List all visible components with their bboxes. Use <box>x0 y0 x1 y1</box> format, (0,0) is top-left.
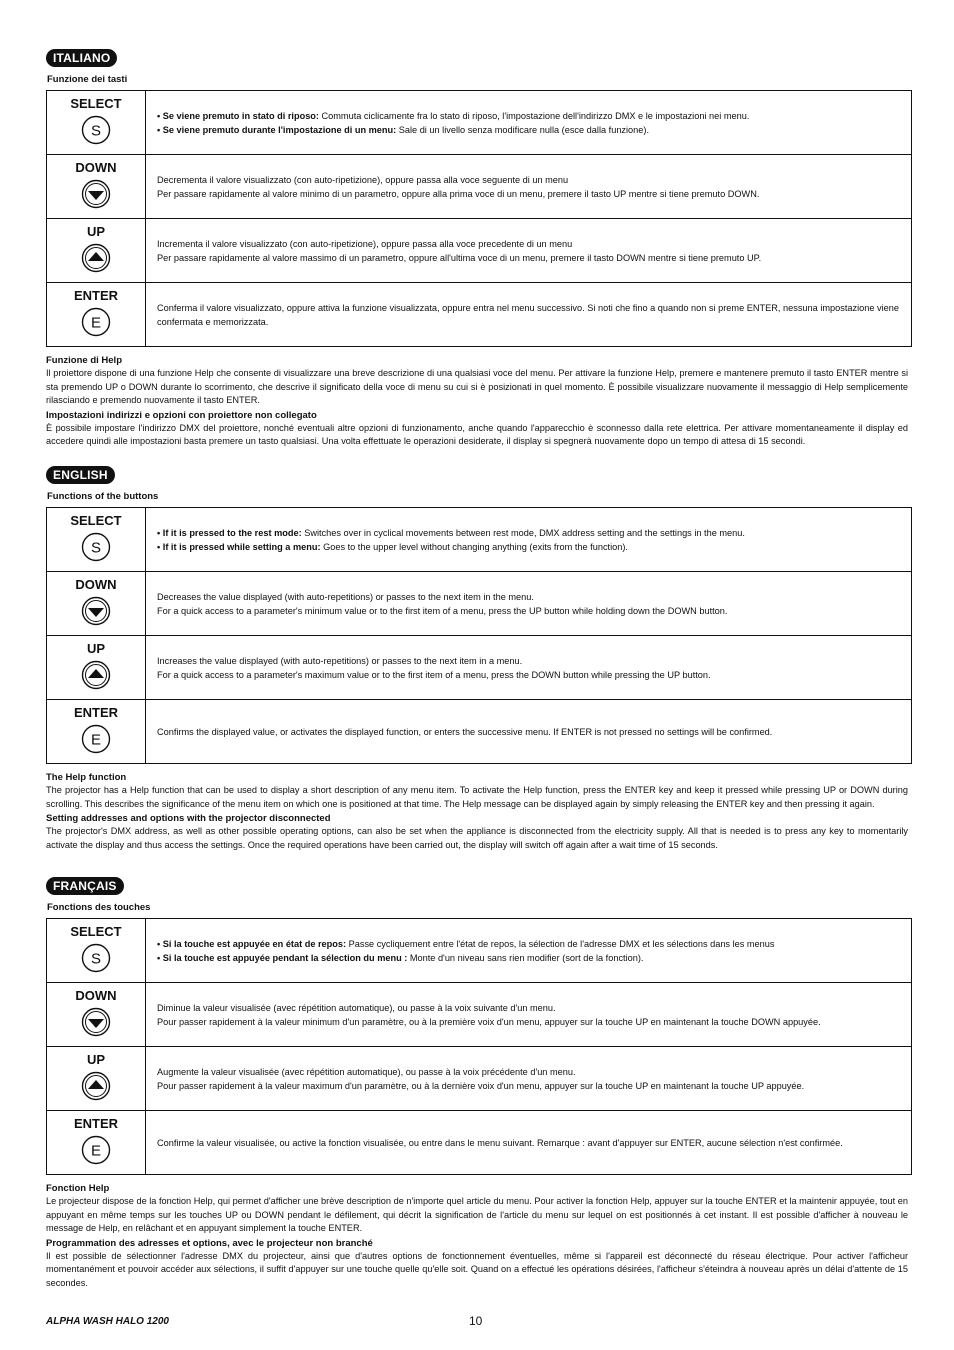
key-cell <box>47 508 146 571</box>
key-name: UP <box>86 641 106 656</box>
key-name: SELECT <box>70 96 122 111</box>
svg-text:S: S <box>90 539 102 557</box>
description-text: Diminue la valeur visualisée (avec répétition automatique), ou passe à la voix suivante d'un menu. <box>157 1002 556 1013</box>
description-text: Decreases the value displayed (with auto-repetitions) or passes to the next item in the menu. <box>157 591 534 602</box>
description-line <box>157 1136 899 1150</box>
footer-model-name: ALPHA WASH HALO 1200 <box>46 1316 169 1327</box>
enter-e-icon <box>81 724 111 754</box>
enter-e-icon <box>81 1135 111 1165</box>
description-text: Confirme la valeur visualisée, ou active la fonction visualisée, ou entre dans le menu suivant. Remarque : avant d'appuyer sur ENTER, aucune sélection n'est confirmée. <box>157 1137 843 1148</box>
key-row-up <box>47 1046 911 1110</box>
description-line <box>157 725 899 739</box>
description-text: Per passare rapidamente al valore massimo di un parametro, oppure all'ultima voce di un menu, premere il tasto DOWN mentre si tiene premuto UP. <box>157 252 762 263</box>
description-text: Incrementa il valore visualizzato (con auto-ripetizione), oppure passa alla voce precedente di un menu <box>157 238 573 249</box>
description-text: For a quick access to a parameter's minimum value or to the first item of a menu, press the UP button while holding down the DOWN button. <box>157 605 728 616</box>
help-text: Il proiettore dispone di una funzione Help che consente di visualizzare una breve descrizione di una qualsiasi voce del menu. Per attivare la funzione Help, premere e mantenere premuto il tasto ENTER mentre si sta premendo UP o DOWN durante lo scorrimento, che descrive il significato della voce di menu su cui si è posizionati in quel momento. È possibile visualizzare nuovamente il messaggio di Help semplicemente rilasciando e premendo nuovamente il tasto ENTER. <box>46 368 908 406</box>
table-caption: Functions of the buttons <box>47 491 159 502</box>
description-line <box>157 109 899 123</box>
description-line <box>157 937 899 951</box>
description-bold: • Si la touche est appuyée pendant la sélection du menu : <box>157 952 408 963</box>
enter-e-icon <box>81 307 111 337</box>
description-line <box>157 173 899 187</box>
key-name: SELECT <box>70 924 122 939</box>
language-badge: ENGLISH <box>46 466 115 484</box>
description-text: Confirms the displayed value, or activates the displayed function, or enters the successive menu. If ENTER is not pressed no settings will be confirmed. <box>157 726 773 737</box>
keys-table <box>46 507 912 764</box>
key-row-select <box>47 91 911 154</box>
key-description <box>146 919 911 982</box>
help-title: The Help function <box>46 772 127 783</box>
key-row-down <box>47 982 911 1046</box>
select-s-icon <box>81 943 111 973</box>
description-text: Pour passer rapidement à la valeur minimum d'un paramètre, ou à la première voix d'un menu, appuyer sur la touche UP en maintenant la touche DOWN appuyée. <box>157 1016 821 1027</box>
description-bold: • Si la touche est appuyée en état de repos: <box>157 938 347 949</box>
select-s-icon <box>81 115 111 145</box>
description-line <box>157 540 899 554</box>
key-row-select <box>47 508 911 571</box>
description-line <box>157 590 899 604</box>
key-name: ENTER <box>73 1116 119 1131</box>
description-bold: • Se viene premuto durante l'impostazione di un menu: <box>157 124 397 135</box>
help-title: Funzione di Help <box>46 355 122 366</box>
description-line <box>157 1001 899 1015</box>
key-row-enter <box>47 1110 911 1174</box>
description-text: Goes to the upper level without changing anything (exits from the function). <box>320 541 628 552</box>
svg-text:S: S <box>90 950 102 968</box>
key-row-select <box>47 919 911 982</box>
key-cell <box>47 919 146 982</box>
settings-text: Il est possible de sélectionner l'adresse DMX du projecteur, ainsi que d'autres options de fonctionnement éventuelles, même si l'appareil est déconnecté du réseau électrique. Pour activer l'afficheur momentanément et pouvoir accéder aux sélections, il suffit d'appuyer sur une touche quelle qu'elle soit. Quand on a effectué les opérations désirées, l'afficheur s'éteindra à nouveau après un délai d'attente de 15 secondes. <box>46 1250 908 1288</box>
key-description <box>146 91 911 154</box>
svg-text:E: E <box>90 314 102 332</box>
key-cell <box>47 636 146 699</box>
up-arrow-icon <box>81 660 111 690</box>
table-caption: Fonctions des touches <box>47 902 151 913</box>
description-line <box>157 187 899 201</box>
table-caption: Funzione dei tasti <box>47 74 128 85</box>
description-line <box>157 604 899 618</box>
description-line <box>157 526 899 540</box>
key-cell <box>47 91 146 154</box>
description-line <box>157 123 899 137</box>
description-text: For a quick access to a parameter's maximum value or to the first item of a menu, press the DOWN button while pressing the UP button. <box>157 669 711 680</box>
key-cell <box>47 1111 146 1174</box>
description-text: Conferma il valore visualizzato, oppure attiva la funzione visualizzata, oppure entra nel menu successivo. Si noti che fino a quando non si preme ENTER, nessuna impostazione viene confermata e memorizzata. <box>157 302 899 327</box>
key-description <box>146 219 911 282</box>
key-description <box>146 1111 911 1174</box>
language-badge: ITALIANO <box>46 49 117 67</box>
svg-text:E: E <box>90 1142 102 1160</box>
section-english <box>46 466 911 852</box>
description-line <box>157 1065 899 1079</box>
down-arrow-icon <box>81 1007 111 1037</box>
description-text: Switches over in cyclical movements between rest mode, DMX address setting and the settings in the menu. <box>301 527 745 538</box>
key-description <box>146 155 911 218</box>
description-bold: • If it is pressed while setting a menu: <box>157 541 321 552</box>
description-line <box>157 654 899 668</box>
help-text: Le projecteur dispose de la fonction Help, qui permet d'afficher une brève description de n'importe quel article du menu. Pour activer la fonction Help, appuyer sur la touche ENTER et la maintenir appuyée, tout en appuyant en même temps sur les touches UP ou DOWN pendant le défilement, qui décrit la signification de l'article du menu sur lequel on est positionnés à cet instant. Il est possible d'afficher à nouveau le message de Help, en relâchant et en appuyant simplement la touche ENTER. <box>46 1196 908 1234</box>
description-bold: • If it is pressed to the rest mode: <box>157 527 302 538</box>
settings-title: Programmation des adresses et options, avec le projecteur non branché <box>46 1237 373 1249</box>
description-text: Decrementa il valore visualizzato (con auto-ripetizione), oppure passa alla voce seguente di un menu <box>157 174 569 185</box>
key-row-enter <box>47 699 911 763</box>
description-text: Sale di un livello senza modificare nulla (esce dalla funzione). <box>396 124 649 135</box>
help-text: The projector has a Help function that can be used to display a short description of any menu item. To activate the Help function, press the ENTER key and keep it pressed while pressing UP or DOWN during scrolling. This describes the significance of the menu item on which one is positioned at that time. The Help message can be displayed again by simply releasing the ENTER key and then pressing it again. <box>46 785 908 809</box>
description-text: Increases the value displayed (with auto-repetitions) or passes to the next item in a menu. <box>157 655 523 666</box>
keys-table <box>46 90 912 347</box>
key-row-up <box>47 635 911 699</box>
key-description <box>146 1047 911 1110</box>
key-row-down <box>47 571 911 635</box>
up-arrow-icon <box>81 1071 111 1101</box>
key-description <box>146 508 911 571</box>
key-cell <box>47 983 146 1046</box>
key-description <box>146 572 911 635</box>
key-description <box>146 700 911 763</box>
key-row-up <box>47 218 911 282</box>
down-arrow-icon <box>81 179 111 209</box>
description-text: Passe cycliquement entre l'état de repos, la sélection de l'adresse DMX et les sélections dans les menus <box>346 938 775 949</box>
section-francais <box>46 877 911 1291</box>
up-arrow-icon <box>81 243 111 273</box>
key-name: DOWN <box>75 577 117 592</box>
key-name: UP <box>86 1052 106 1067</box>
description-text: Augmente la valeur visualisée (avec répétition automatique), ou passe à la voix précédente d'un menu. <box>157 1066 576 1077</box>
description-text: Pour passer rapidement à la valeur maximum d'un paramètre, ou à la dernière voix d'un menu, appuyer sur la touche UP en maintenant la touche UP appuyée. <box>157 1080 805 1091</box>
key-cell <box>47 700 146 763</box>
settings-text: The projector's DMX address, as well as other possible operating options, can also be set when the appliance is disconnected from the electricity supply. All that is needed is to press any key to momentarily activate the display and thus access the settings. Once the required operations have been carried out, the display will switch off again after a wait time of 15 seconds. <box>46 826 908 850</box>
description-line <box>157 668 899 682</box>
description-text: Commuta ciclicamente fra lo stato di riposo, l'impostazione dell'indirizzo DMX e le impostazioni nei menu. <box>318 110 750 121</box>
key-description <box>146 636 911 699</box>
settings-text: È possibile impostare l'indirizzo DMX del proiettore, nonché eventuali altre opzioni di funzionamento, anche quando l'apparecchio è sconnesso dalla rete elettrica. Per attivare momentaneamente il display ed accedere quindi alle impostazioni basta premere un tasto qualsiasi. Una volta effettuate le operazioni desiderate, il display si spegnerà nuovamente dopo un tempo di attesa di 15 secondi. <box>46 422 908 447</box>
description-text: Monte d'un niveau sans rien modifier (sort de la fonction). <box>407 952 644 963</box>
key-row-enter <box>47 282 911 346</box>
key-cell <box>47 283 146 346</box>
key-description <box>146 283 911 346</box>
description-line <box>157 1079 899 1093</box>
description-text: Per passare rapidamente al valore minimo di un parametro, oppure alla prima voce di un menu, premere il tasto UP mentre si tiene premuto DOWN. <box>157 188 760 199</box>
keys-table <box>46 918 912 1175</box>
description-bold: • Se viene premuto in stato di riposo: <box>157 110 319 121</box>
key-name: SELECT <box>70 513 122 528</box>
page-number: 10 <box>469 1314 483 1328</box>
key-name: DOWN <box>75 988 117 1003</box>
key-name: UP <box>86 224 106 239</box>
description-line <box>157 237 899 251</box>
description-line <box>157 1015 899 1029</box>
svg-text:S: S <box>90 122 102 140</box>
key-name: DOWN <box>75 160 117 175</box>
key-name: ENTER <box>73 705 119 720</box>
description-line <box>157 301 899 329</box>
help-title: Fonction Help <box>46 1183 110 1194</box>
key-cell <box>47 155 146 218</box>
key-cell <box>47 572 146 635</box>
description-line <box>157 251 899 265</box>
key-row-down <box>47 154 911 218</box>
key-cell <box>47 1047 146 1110</box>
section-italiano <box>46 49 911 449</box>
svg-text:E: E <box>90 731 102 749</box>
select-s-icon <box>81 532 111 562</box>
settings-title: Impostazioni indirizzi e opzioni con proiettore non collegato <box>46 409 317 421</box>
language-badge: FRANÇAIS <box>46 877 124 895</box>
key-description <box>146 983 911 1046</box>
settings-title: Setting addresses and options with the projector disconnected <box>46 813 331 825</box>
description-line <box>157 951 899 965</box>
key-cell <box>47 219 146 282</box>
down-arrow-icon <box>81 596 111 626</box>
key-name: ENTER <box>73 288 119 303</box>
